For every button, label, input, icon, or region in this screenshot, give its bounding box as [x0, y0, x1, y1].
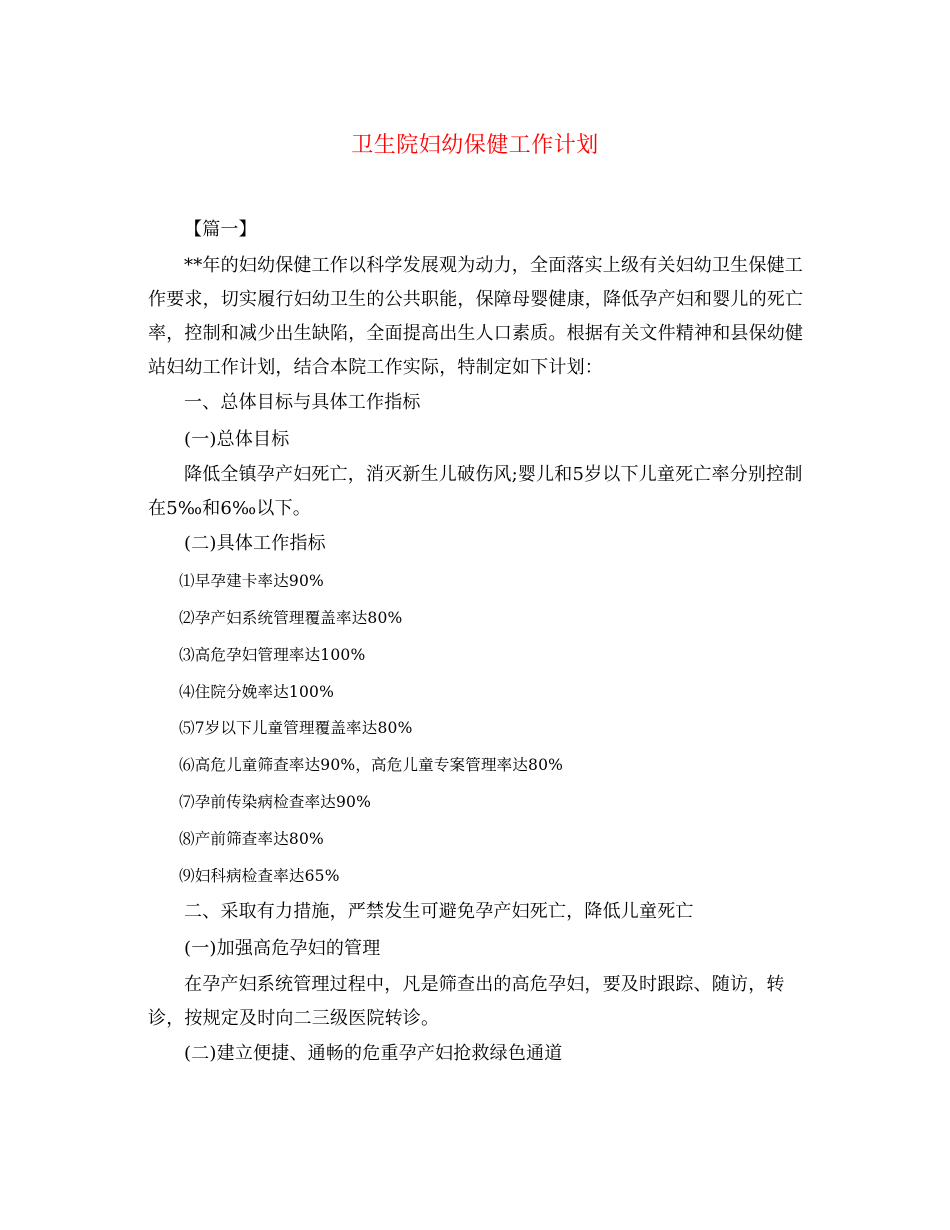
subheading-high-risk-management: (一)加强高危孕妇的管理	[184, 938, 381, 960]
indicator-item: ⑹高危儿童筛查率达90%，高危儿童专案管理率达80%	[179, 756, 564, 775]
indicator-item: ⑶高危孕妇管理率达100%	[179, 645, 366, 664]
indicator-item: ⑵孕产妇系统管理覆盖率达80%	[179, 608, 403, 627]
indicator-item: ⑸7岁以下儿童管理覆盖率达80%	[179, 719, 413, 738]
heading-overall-goals: 一、总体目标与具体工作指标	[184, 391, 421, 413]
indicator-item: ⑻产前筛查率达80%	[179, 829, 324, 848]
subheading-work-indicators: (二)具体工作指标	[184, 533, 326, 555]
high-risk-management-paragraph: 在孕产妇系统管理过程中，凡是筛查出的高危孕妇，要及时跟踪、随访，转诊，按规定及时向二三级医院转诊。	[148, 973, 785, 1029]
heading-measures: 二、采取有力措施，严禁发生可避免孕产妇死亡，降低儿童死亡	[184, 901, 694, 923]
indicator-item: ⑷住院分娩率达100%	[179, 682, 335, 701]
subheading-overall-goal: (一)总体目标	[184, 428, 290, 450]
indicator-item: ⑴早孕建卡率达90%	[179, 572, 324, 591]
subheading-green-channel: (二)建立便捷、通畅的危重孕产妇抢救绿色通道	[184, 1042, 563, 1064]
intro-paragraph: **年的妇幼保健工作以科学发展观为动力，全面落实上级有关妇幼卫生保健工作要求，切实履行妇幼卫生的公共职能，保障母婴健康，降低孕产妇和婴儿的死亡率，控制和减少出生缺陷，全面提高出生人口素质。根据有关文件精神和县保幼健站妇幼工作计划，结合本院工作实际，特制定如下计划：	[148, 254, 804, 378]
document-title: 卫生院妇幼保健工作计划	[351, 133, 599, 158]
indicator-item: ⑼妇科病检查率达65%	[179, 866, 340, 885]
section-heading-part-one: 【篇一】	[184, 219, 257, 240]
overall-goal-paragraph: 降低全镇孕产妇死亡，消灭新生儿破伤风;婴儿和5岁以下儿童死亡率分别控制在5‰和6‰以下。	[148, 464, 803, 520]
indicator-item: ⑺孕前传染病检查率达90%	[179, 792, 372, 811]
document-body	[148, 212, 804, 1073]
